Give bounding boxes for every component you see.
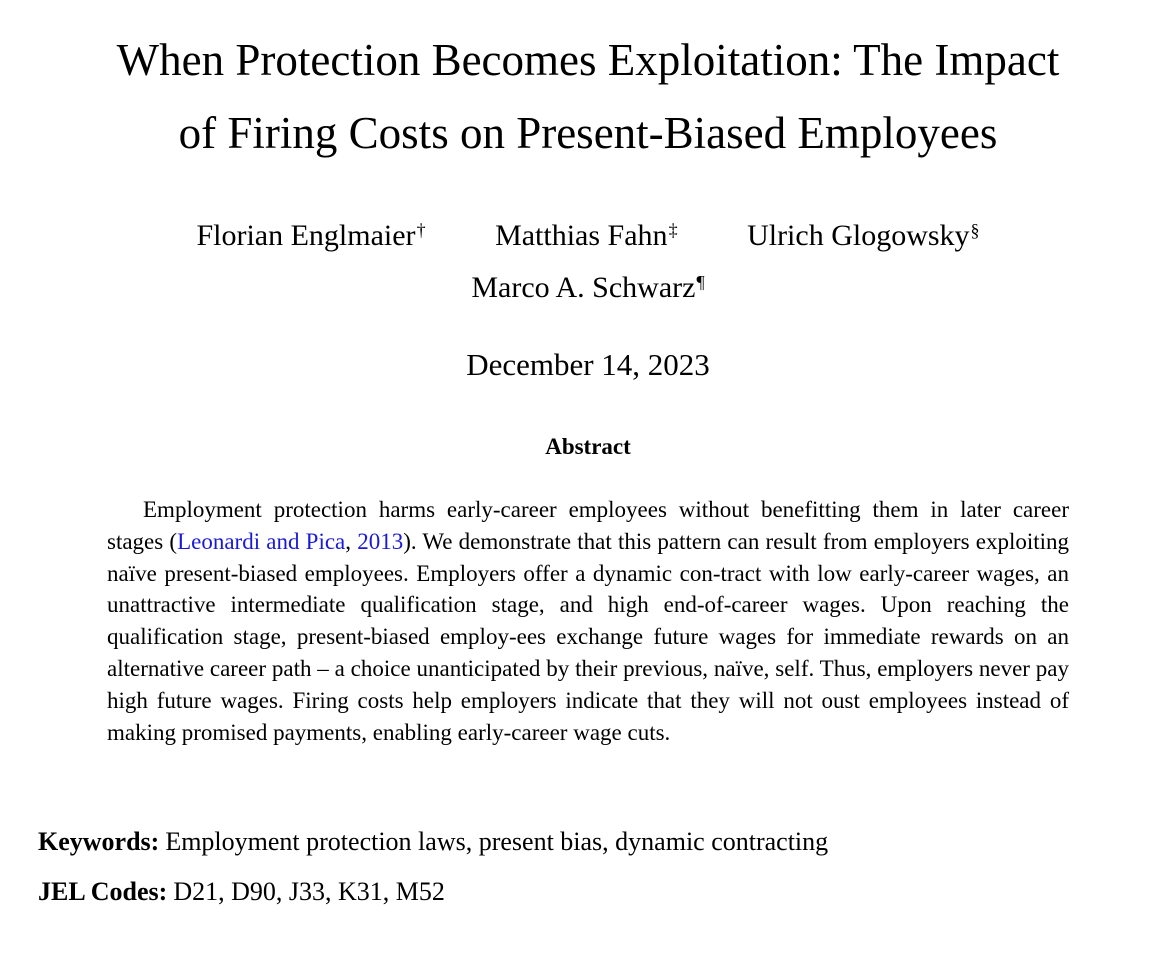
author-name: Ulrich Glogowsky bbox=[747, 219, 970, 252]
author-schwarz bbox=[471, 268, 704, 308]
abstract-text-2: ). We demonstrate that this pattern can result from employers exploiting naïve present-biased employees. Employers offer a dynamic con bbox=[107, 528, 1070, 586]
author-name: Florian Englmaier bbox=[196, 219, 416, 252]
citation-link-leonardi-pica[interactable]: Leonardi and Pica bbox=[177, 528, 346, 554]
author-footnote-mark: ‡ bbox=[668, 220, 678, 240]
citation-separator: , bbox=[345, 528, 358, 554]
author-englmaier bbox=[196, 216, 425, 256]
authors-row-2 bbox=[0, 268, 1176, 308]
paper-title bbox=[0, 24, 1176, 170]
author-name: Matthias Fahn bbox=[495, 219, 668, 252]
author-footnote-mark: ¶ bbox=[696, 272, 705, 292]
paper-title-line-2: of Firing Costs on Present-Biased Employees bbox=[178, 108, 998, 158]
author-footnote-mark: † bbox=[416, 220, 426, 240]
author-name: Marco A. Schwarz bbox=[471, 271, 696, 304]
author-footnote-mark: § bbox=[970, 220, 980, 240]
authors-row-1 bbox=[0, 216, 1176, 256]
abstract-text-1: Employment protection harms early-career employees without benefitting them in later career stages ( bbox=[107, 497, 1069, 554]
abstract-text-3: tract with low early-career wages, an unattractive intermediate qualification stage, and high end-of-career wages. Upon reaching the qualification stage, present-biased employ bbox=[107, 560, 1069, 650]
paper-date: December 14, 2023 bbox=[466, 347, 710, 382]
paper-title-line-1: When Protection Becomes Exploitation: The Impact bbox=[116, 35, 1060, 85]
abstract-body: Employment protection harms early-career employees without benefitting them in later career stages (Leonardi and Pica, 2013). We demonstrate that this pattern can result from employers exploiting naïve present-biased employees. Employers offer a dynamic con-tract with low early-career wages, an unattractive intermediate qualification stage, and high end-of-career wages. Upon reaching the qualification stage, present-biased employ-ees exchange future wages for immediate rewards on an alternative career path – a choice unanticipated by their previous, naïve, self. Thus, employers never pay high future wages. Firing costs help employers indicate that they will not oust employees instead of making promised payments, enabling early-career wage cuts. bbox=[107, 497, 1070, 745]
keywords-value: Employment protection laws, present bias, dynamic contracting bbox=[165, 827, 829, 856]
citation-link-year[interactable]: 2013 bbox=[357, 528, 404, 554]
keywords-line bbox=[38, 825, 1138, 859]
abstract-text-4: ees exchange future wages for immediate rewards on an alternative career path – a choice unanticipated by their previous, naïve, self. Thus, employers never pay high future wages. Firing costs help employers indicate that they will not oust employees instead of making promised payments, enabling early-career wage cuts. bbox=[107, 624, 1069, 745]
abstract-heading: Abstract bbox=[545, 434, 631, 459]
jel-codes-line bbox=[38, 875, 1138, 909]
jel-codes-value: D21, D90, J33, K31, M52 bbox=[173, 877, 445, 906]
author-glogowsky bbox=[747, 216, 979, 256]
keywords-label: Keywords: bbox=[38, 827, 160, 856]
author-fahn bbox=[495, 216, 678, 256]
jel-codes-label: JEL Codes: bbox=[38, 877, 168, 906]
